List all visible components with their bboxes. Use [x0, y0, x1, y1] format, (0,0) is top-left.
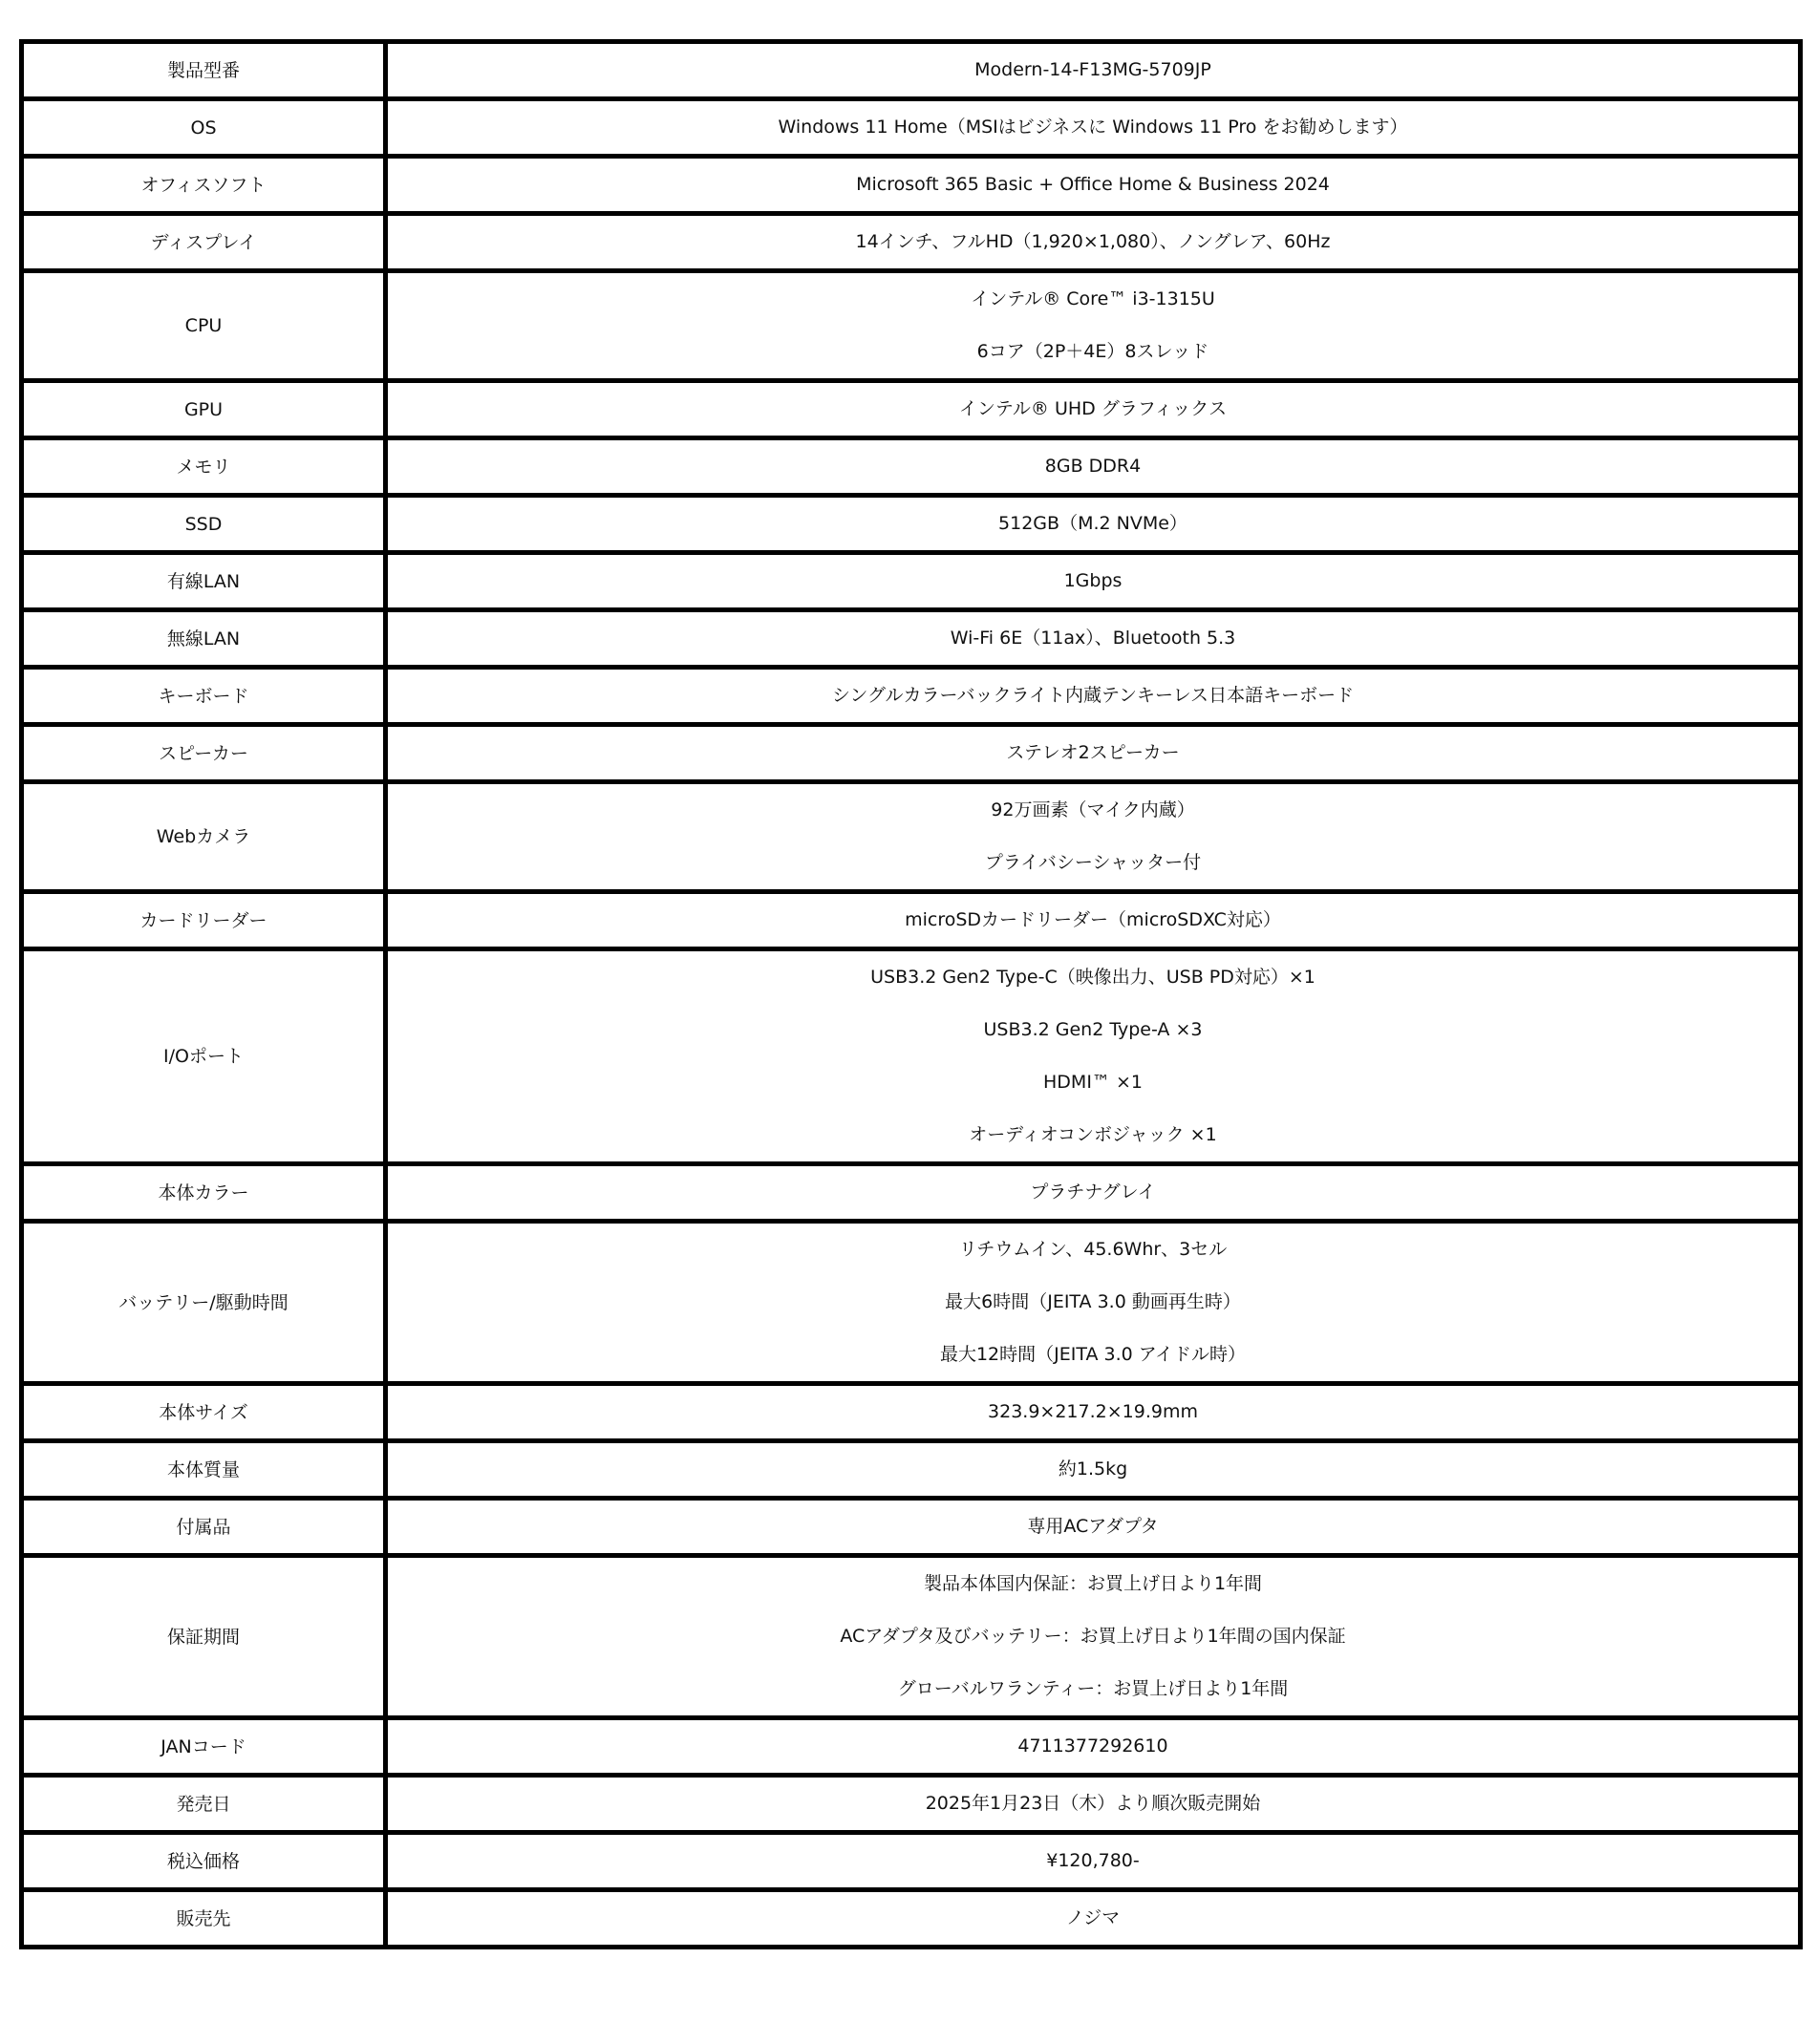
spec-value: 最大12時間（JEITA 3.0 アイドル時） [939, 1344, 1247, 1365]
spec-label-cell [22, 782, 386, 892]
spec-label: バッテリー/駆動時間 [118, 1291, 289, 1313]
spec-value-cell [386, 381, 1801, 438]
spec-value: ステレオ2スピーカー [1006, 742, 1180, 763]
spec-value: ノジマ [1065, 1907, 1121, 1928]
spec-row [22, 496, 1801, 553]
spec-label-cell [22, 496, 386, 553]
spec-label: ディスプレイ [150, 231, 257, 253]
spec-value: microSDカードリーダー（microSDXC対応） [905, 909, 1281, 930]
spec-label: GPU [183, 398, 224, 420]
spec-value-cell [386, 553, 1801, 610]
spec-row [22, 1718, 1801, 1776]
spec-label-cell [22, 1164, 386, 1222]
spec-row [22, 725, 1801, 782]
spec-value: インテル® UHD グラフィックス [958, 398, 1228, 419]
spec-label-cell [22, 1718, 386, 1776]
spec-row [22, 610, 1801, 668]
spec-value: 14インチ、フルHD（1,920×1,080）、ノングレア、60Hz [855, 231, 1331, 252]
spec-row [22, 1164, 1801, 1222]
spec-value: リチウムイン、45.6Whr、3セル [958, 1239, 1228, 1260]
spec-value-cell [386, 99, 1801, 157]
spec-value: 製品本体国内保証：お買上げ日より1年間 [923, 1573, 1263, 1594]
spec-label-cell [22, 1499, 386, 1556]
spec-value: 92万画素（マイク内蔵） [991, 799, 1195, 820]
spec-value: Windows 11 Home（MSIはビジネスに Windows 11 Pro をお勧めします） [778, 117, 1408, 138]
spec-value-cell [386, 610, 1801, 668]
spec-label-cell [22, 892, 386, 949]
spec-value: プライバシーシャッター付 [984, 852, 1202, 873]
spec-label: カードリーダー [139, 909, 267, 931]
spec-label: 付属品 [176, 1516, 231, 1538]
spec-label: オフィスソフト [140, 174, 267, 196]
spec-value-cell [386, 214, 1801, 271]
spec-label: 製品型番 [166, 59, 240, 81]
spec-value: シングルカラーバックライト内蔵テンキーレス日本語キーボード [831, 685, 1355, 706]
spec-table-body [22, 42, 1801, 1948]
spec-label-cell [22, 949, 386, 1164]
spec-row [22, 553, 1801, 610]
spec-value-cell [386, 271, 1801, 381]
spec-label-cell [22, 1384, 386, 1441]
spec-value-cell [386, 496, 1801, 553]
spec-label: 無線LAN [166, 628, 241, 649]
spec-value: 専用ACアダプタ [1027, 1516, 1159, 1537]
spec-value: 323.9×217.2×19.9mm [988, 1401, 1198, 1422]
spec-label-cell [22, 271, 386, 381]
spec-value-cell [386, 892, 1801, 949]
spec-value-cell [386, 1833, 1801, 1890]
spec-value-cell [386, 1776, 1801, 1833]
spec-label: I/Oポート [163, 1046, 244, 1067]
spec-value: Modern-14-F13MG-5709JP [974, 59, 1211, 80]
spec-label: スピーカー [159, 742, 248, 764]
spec-label-cell [22, 1890, 386, 1948]
spec-value: 最大6時間（JEITA 3.0 動画再生時） [945, 1291, 1241, 1312]
spec-value: 2025年1月23日（木）より順次販売開始 [925, 1793, 1261, 1814]
spec-value: 1Gbps [1063, 570, 1123, 591]
spec-label: 本体カラー [158, 1182, 249, 1203]
spec-value: オーディオコンボジャック ×1 [969, 1124, 1217, 1145]
spec-value-cell [386, 782, 1801, 892]
spec-label-cell [22, 610, 386, 668]
spec-label-cell [22, 99, 386, 157]
spec-row [22, 1441, 1801, 1499]
spec-row [22, 381, 1801, 438]
spec-label: OS [190, 117, 217, 138]
spec-value-cell [386, 1890, 1801, 1948]
spec-row [22, 782, 1801, 892]
spec-value-cell [386, 1718, 1801, 1776]
spec-value: 約1.5kg [1058, 1458, 1128, 1480]
spec-row [22, 1776, 1801, 1833]
spec-label-cell [22, 157, 386, 214]
spec-row [22, 99, 1801, 157]
spec-value-cell [386, 668, 1801, 725]
spec-label-cell [22, 1776, 386, 1833]
spec-row [22, 892, 1801, 949]
spec-label: 販売先 [176, 1907, 231, 1929]
spec-label-cell [22, 1222, 386, 1384]
spec-label: 本体質量 [166, 1458, 240, 1480]
spec-value: 512GB（M.2 NVMe） [998, 513, 1187, 534]
spec-row [22, 1833, 1801, 1890]
spec-label: SSD [184, 513, 223, 535]
spec-label-cell [22, 42, 386, 99]
spec-label-cell [22, 438, 386, 496]
spec-row [22, 1556, 1801, 1718]
spec-label: 有線LAN [166, 570, 241, 592]
spec-value-cell [386, 157, 1801, 214]
spec-table [19, 39, 1803, 1949]
spec-value-cell [386, 1441, 1801, 1499]
spec-label-cell [22, 725, 386, 782]
spec-value: 8GB DDR4 [1044, 456, 1142, 477]
spec-label-cell [22, 214, 386, 271]
spec-row [22, 1384, 1801, 1441]
spec-value: 6コア（2P＋4E）8スレッド [976, 341, 1209, 362]
spec-value: 4711377292610 [1017, 1735, 1168, 1757]
spec-row [22, 42, 1801, 99]
spec-label-cell [22, 381, 386, 438]
spec-row [22, 438, 1801, 496]
spec-label: メモリ [176, 456, 231, 478]
spec-value: インテル® Core™ i3-1315U [971, 288, 1215, 309]
spec-label-cell [22, 1556, 386, 1718]
spec-row [22, 157, 1801, 214]
spec-label: 発売日 [176, 1793, 231, 1815]
spec-value: Wi-Fi 6E（11ax）、Bluetooth 5.3 [950, 628, 1236, 649]
spec-row [22, 1222, 1801, 1384]
spec-label-cell [22, 553, 386, 610]
spec-value: プラチナグレイ [1030, 1182, 1156, 1203]
spec-value-cell [386, 1164, 1801, 1222]
spec-value-cell [386, 42, 1801, 99]
spec-label-cell [22, 1441, 386, 1499]
spec-label: 本体サイズ [159, 1401, 248, 1423]
spec-value-cell [386, 725, 1801, 782]
spec-row [22, 949, 1801, 1164]
spec-label: CPU [184, 315, 223, 336]
spec-value: Microsoft 365 Basic + Office Home & Business 2024 [856, 174, 1330, 195]
spec-label-cell [22, 1833, 386, 1890]
spec-label: Webカメラ [156, 826, 251, 847]
spec-value-cell [386, 1222, 1801, 1384]
spec-value: ¥120,780- [1046, 1850, 1140, 1871]
spec-row [22, 214, 1801, 271]
spec-label: JANコード [160, 1735, 246, 1757]
spec-label: 保証期間 [166, 1626, 240, 1648]
spec-value: USB3.2 Gen2 Type-C（映像出力、USB PD対応）×1 [870, 967, 1315, 988]
spec-value-cell [386, 1556, 1801, 1718]
spec-value-cell [386, 949, 1801, 1164]
spec-value: ACアダプタ及びバッテリー：お買上げ日より1年間の国内保証 [840, 1626, 1346, 1647]
spec-value: グローバルワランティー：お買上げ日より1年間 [897, 1678, 1289, 1699]
spec-value-cell [386, 438, 1801, 496]
spec-value-cell [386, 1499, 1801, 1556]
spec-row [22, 1499, 1801, 1556]
spec-value: HDMI™ ×1 [1043, 1072, 1143, 1093]
spec-value: USB3.2 Gen2 Type-A ×3 [983, 1019, 1203, 1040]
spec-label-cell [22, 668, 386, 725]
spec-value-cell [386, 1384, 1801, 1441]
spec-row [22, 1890, 1801, 1948]
spec-label: キーボード [158, 685, 249, 707]
spec-row [22, 668, 1801, 725]
spec-row [22, 271, 1801, 381]
spec-label: 税込価格 [166, 1850, 240, 1872]
